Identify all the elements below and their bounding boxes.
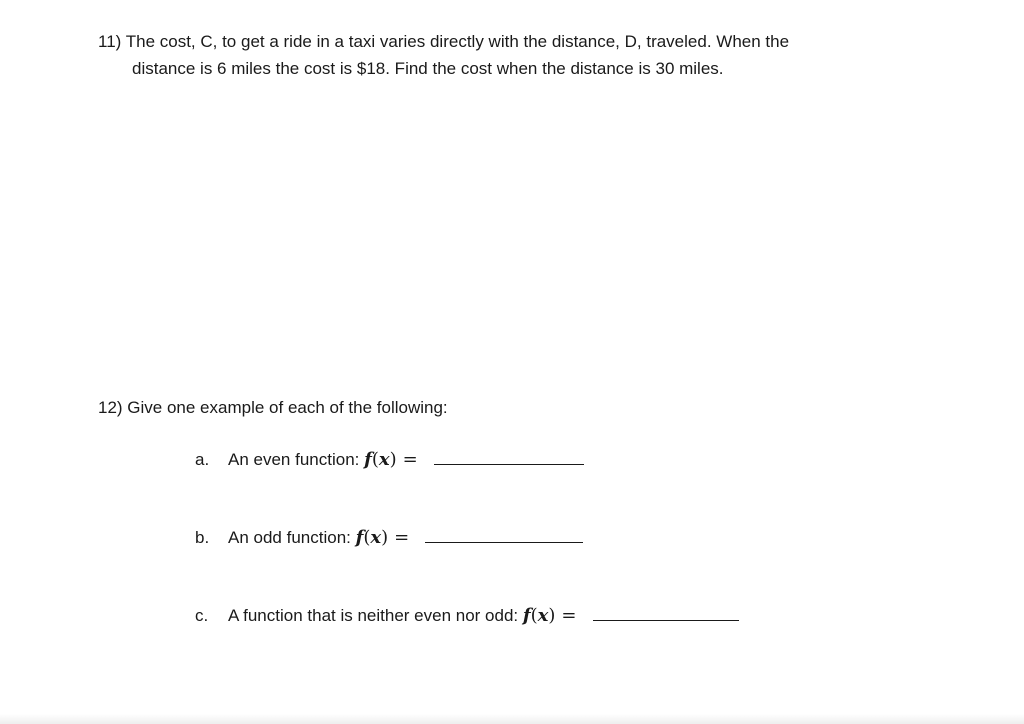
item-neither-function	[195, 604, 739, 628]
item-letter: b.	[195, 528, 210, 547]
function-notation: f(x)	[364, 449, 397, 470]
function-notation: f(x)	[522, 605, 556, 626]
answer-blank[interactable]	[434, 450, 584, 465]
item-letter: c.	[195, 606, 209, 625]
question-12-prompt: 12) Give one example of each of the following:	[98, 398, 448, 417]
answer-blank[interactable]	[425, 528, 583, 543]
question-11-line-1: 11) The cost, C, to get a ride in a taxi varies directly with the distance, D, traveled. When the	[98, 32, 790, 51]
question-11-line-2: distance is 6 miles the cost is $18. Find the cost when the distance is 30 miles.	[132, 59, 724, 78]
item-odd-function	[195, 526, 583, 550]
equals-sign: =	[394, 527, 410, 548]
item-label: An odd function:	[228, 528, 356, 547]
page-bottom-edge	[0, 714, 1024, 724]
function-notation: f(x)	[355, 527, 389, 548]
equals-sign: =	[561, 605, 577, 626]
item-label: A function that is neither even nor odd:	[228, 606, 523, 625]
item-even-function	[195, 448, 584, 472]
equals-sign: =	[402, 449, 418, 470]
answer-blank[interactable]	[593, 606, 739, 621]
item-label: An even function:	[228, 450, 365, 469]
item-letter: a.	[195, 450, 210, 469]
question-11	[98, 28, 938, 82]
